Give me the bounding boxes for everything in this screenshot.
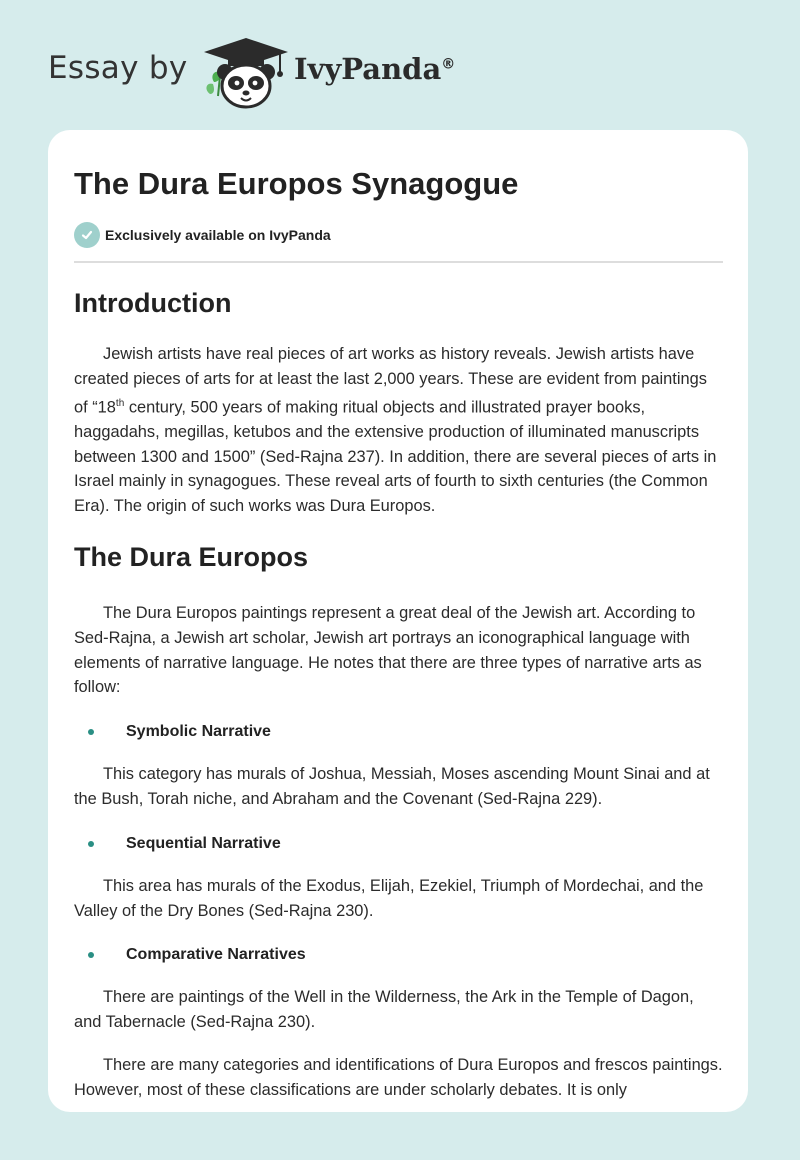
check-circle-icon (74, 222, 100, 248)
essay-card (48, 130, 748, 1112)
list-item-paragraph: This area has murals of the Exodus, Elijah, Ezekiel, Triumph of Mordechai, and the Valley of the Dry Bones (Sed-Rajna 230). (74, 876, 704, 920)
list-item-label: Comparative Narratives (126, 946, 306, 964)
panda-graduate-logo-icon[interactable] (200, 36, 292, 110)
list-item-paragraph: This category has murals of Joshua, Messiah, Moses ascending Mount Sinai and at the Bush, Torah niche, and Abraham and the Covenant (Sed-Rajna 229). (74, 765, 710, 809)
list-item-label: Sequential Narrative (126, 834, 281, 852)
intro-paragraph: Jewish artists have real pieces of art works as history reveals. Jewish artists have created pieces of arts for at least the last 2,000 years. These are evident from paintings of “18th century, 500 years of making ritual objects and illustrated prayer books, haggadahs, megillas, ketubos and the extensive production of illuminated manuscripts between 1300 and 1500” (Sed-Rajna 237). In addition, there are several pieces of arts in Israel mainly in synagogues. These reveal arts of fourth to sixth centuries (the Common Era). The origin of such works was Dura Europos. (74, 345, 717, 516)
registered-mark: ® (441, 56, 456, 73)
list-item-paragraph: There are paintings of the Well in the Wilderness, the Ark in the Temple of Dagon, and Tabernacle (Sed-Rajna 230). (74, 988, 694, 1032)
closing-paragraph: There are many categories and identifications of Dura Europos and frescos paintings. However, most of these classifications are under scholarly debates. It is only (74, 1056, 723, 1099)
essay-title: The Dura Europos Synagogue (74, 166, 519, 201)
bullet-icon (88, 729, 94, 735)
list-item-label: Symbolic Narrative (126, 723, 271, 741)
section-heading-dura-europos: The Dura Europos (74, 542, 309, 573)
exclusive-badge (74, 222, 723, 248)
site-header (0, 0, 800, 130)
list-item (74, 943, 723, 967)
list-item (74, 832, 723, 856)
essay-by-label: Essay by (48, 50, 188, 86)
list-item (74, 720, 723, 744)
bullet-icon (88, 841, 94, 847)
section-heading-introduction: Introduction (74, 288, 232, 318)
essay-content (74, 164, 723, 1103)
dura-intro-paragraph: The Dura Europos paintings represent a great deal of the Jewish art. According to Sed-Rajna, a Jewish art scholar, Jewish art portrays an iconographical language with elements of narrative language. He notes that there are three types of narrative arts as follow: (74, 604, 702, 697)
bullet-icon (88, 952, 94, 958)
title-divider (74, 261, 723, 263)
brand-name[interactable]: IvyPanda® (294, 52, 456, 86)
exclusive-badge-text: Exclusively available on IvyPanda (105, 227, 331, 243)
